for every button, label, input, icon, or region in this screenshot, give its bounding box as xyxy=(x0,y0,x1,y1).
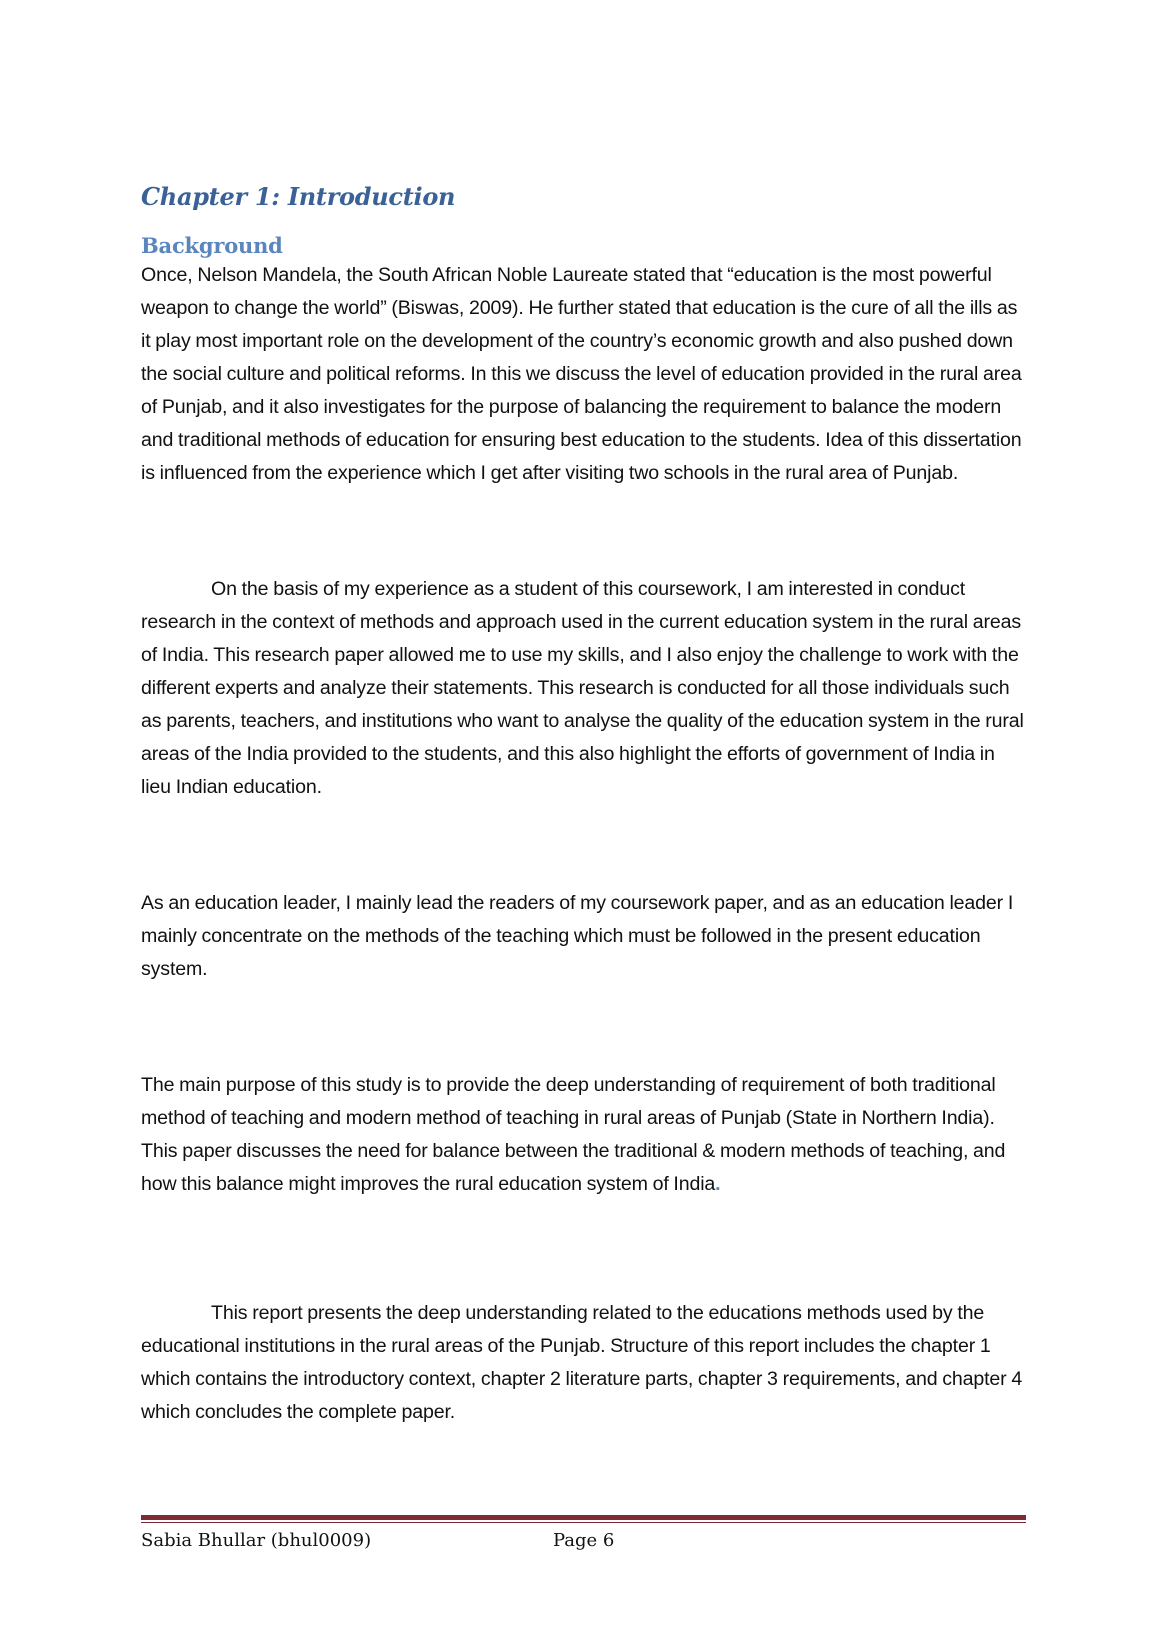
footer-rule-thick xyxy=(141,1515,1026,1520)
paragraph-3: As an education leader, I mainly lead the readers of my coursework paper, and as an education leader I mainly concentrate on the methods of the teaching which must be followed in the present education system. xyxy=(141,892,1014,980)
footer-author: Sabia Bhullar (bhul0009) xyxy=(141,1530,372,1551)
section-title: Background xyxy=(141,233,283,258)
paragraph-4-period: . xyxy=(715,1173,721,1195)
footer-rule-thin xyxy=(141,1522,1026,1523)
paragraph-1: Once, Nelson Mandela, the South African Noble Laureate stated that “education is the most powerful weapon to change the world” (Biswas, 2009). He further stated that education is the cure of all the ills as it play most important role on the development of the country’s economic growth and also pushed down the social culture and political reforms. In this we discuss the level of education provided in the rural area of Punjab, and it also investigates for the purpose of balancing the requirement to balance the modern and traditional methods of education for ensuring best education to the students. Idea of this dissertation is influenced from the experience which I get after visiting two schools in the rural area of Punjab. xyxy=(141,264,1022,484)
paragraph-5: This report presents the deep understanding related to the educations methods used by the educational institutions in the rural areas of the Punjab. Structure of this report includes the chapter 1 which contains the introductory context, chapter 2 literature parts, chapter 3 requirements, and chapter 4 which concludes the complete paper. xyxy=(141,1302,1023,1423)
paragraph-spacer xyxy=(141,986,1026,1069)
paragraph-spacer xyxy=(141,1201,1026,1297)
paragraph-spacer xyxy=(141,804,1026,887)
paragraph-4 xyxy=(141,1069,1026,1201)
page-content xyxy=(141,182,1026,1429)
footer-page-number: Page 6 xyxy=(553,1530,615,1551)
chapter-title: Chapter 1: Introduction xyxy=(141,182,456,211)
paragraph-spacer xyxy=(141,490,1026,573)
paragraph-2: On the basis of my experience as a student of this coursework, I am interested in conduct research in the context of methods and approach used in the current education system in the rural areas of India. This research paper allowed me to use my skills, and I also enjoy the challenge to work with the different experts and analyze their statements. This research is conducted for all those individuals such as parents, teachers, and institutions who want to analyse the quality of the education system in the rural areas of the India provided to the students, and this also highlight the efforts of government of India in lieu Indian education. xyxy=(141,578,1024,798)
paragraph-4-text: The main purpose of this study is to provide the deep understanding of requirement of both traditional method of teaching and modern method of teaching in rural areas of Punjab (State in Northern India). This paper discusses the need for balance between the traditional & modern methods of teaching, and how this balance might improves the rural education system of India xyxy=(141,1074,1006,1195)
